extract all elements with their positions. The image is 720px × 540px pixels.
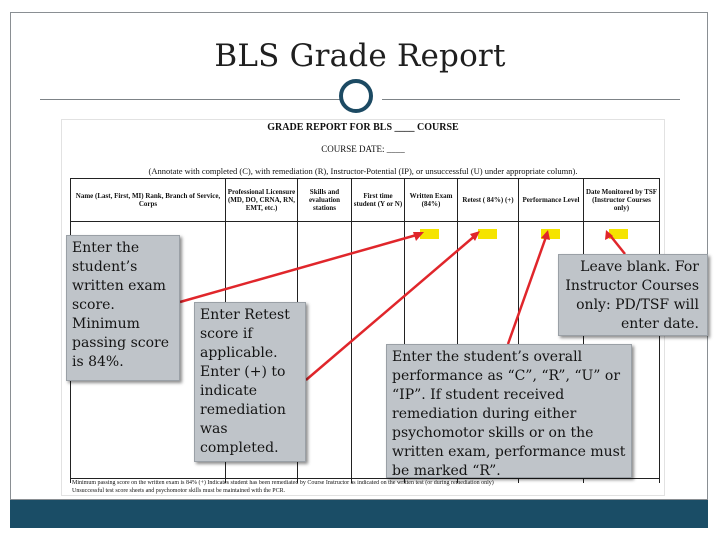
callout-retest: Enter Retest score if applicable. Enter (+) to indicate remediation was completed.	[194, 302, 306, 462]
header-skills: Skills and evaluation stations	[308, 188, 341, 212]
header-name: Name (Last, First, MI) Rank, Branch of Service, Corps	[75, 192, 221, 208]
form-title: GRADE REPORT FOR BLS ____ COURSE	[267, 122, 459, 133]
form-course-date: COURSE DATE: ____	[321, 144, 405, 154]
arrow-written-exam	[180, 234, 420, 302]
form-footnote-2: Unsuccessful test score sheets and psychomotor skills must be maintained with the PCR.	[72, 488, 286, 494]
arrowhead-performance	[541, 230, 550, 240]
form-footnote-1: Minimum passing score on the written exam is 84% (+) Indicates student has been remediated by Course Instructor as indicated on the written test (or during remediation only)	[72, 480, 494, 486]
header-licensure: Professional Licensure (MD, DO, CRNA, RN, EMT, etc.)	[227, 188, 296, 212]
header-date-monitored: Date Monitored by TSF (Instructor Courses only)	[585, 188, 658, 212]
header-retest: Retest ( 84%) (+)	[462, 196, 514, 204]
header-performance: Performance Level	[522, 196, 580, 204]
callout-written-exam: Enter the student’s written exam score. Minimum passing score is 84%.	[66, 235, 180, 381]
arrow-date-monitored	[609, 234, 625, 254]
form-annotation: (Annotate with completed (C), with remediation (R), Instructor-Potential (IP), or unsuccessful (U) under appropriate column).	[148, 166, 578, 176]
arrow-performance	[508, 234, 547, 344]
header-first-time: First time student (Y or N)	[353, 192, 403, 208]
callout-performance: Enter the student’s overall performance as “C”, “R”, “U” or “IP”. If student received remediation during either psychomotor skills or on the written exam, performance must be marked “R”.	[386, 344, 632, 478]
footer-accent-bar	[10, 500, 708, 528]
arrowhead-written-exam	[413, 232, 424, 241]
callout-date-monitored: Leave blank. For Instructor Courses only: PD/TSF will enter date.	[558, 254, 708, 336]
header-written-exam: Written Exam (84%)	[409, 192, 453, 208]
slide-title: BLS Grade Report	[214, 38, 506, 74]
